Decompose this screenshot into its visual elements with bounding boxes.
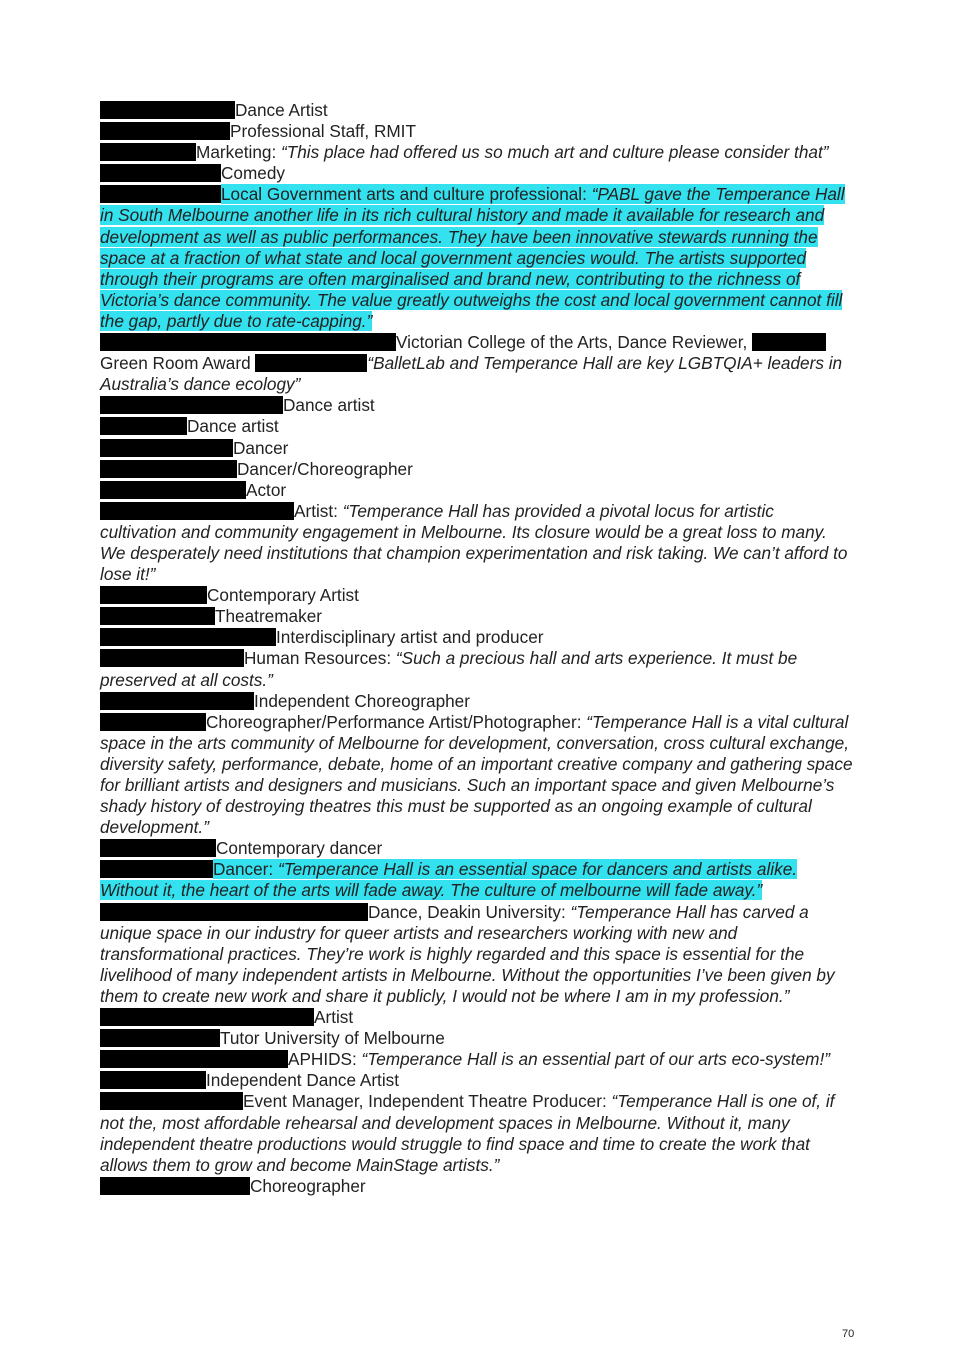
redaction-bar: [100, 460, 237, 478]
submission-entry: [100, 121, 854, 142]
redaction-bar: [100, 628, 276, 646]
entry-role: Independent Choreographer: [254, 690, 470, 711]
entry-text: [283, 395, 375, 415]
entry-text: [233, 438, 288, 458]
redaction-bar: [100, 586, 207, 604]
redaction-bar: [100, 839, 216, 857]
entry-role: Contemporary Artist: [207, 585, 359, 606]
entry-text: [235, 100, 328, 120]
entry-text: [196, 142, 828, 162]
entry-quote: “This place had offered us so much art and culture please consider that”: [281, 142, 829, 163]
redaction-bar: [100, 903, 368, 921]
entry-text: [288, 1049, 830, 1069]
submission-entry: [100, 1091, 854, 1175]
submission-entry: [100, 100, 854, 121]
entry-text: [216, 838, 382, 858]
entry-quote: “Temperance Hall is an essential part of our arts eco-system!”: [361, 1049, 830, 1070]
submission-entry: [100, 480, 854, 501]
submission-entry: [100, 1028, 854, 1049]
entry-role: Artist: [314, 1007, 354, 1028]
entry-role: Comedy: [221, 163, 285, 184]
entry-quote: “PABL gave the Temperance Hall in South Melbourne another life in its rich cultural history and made it available for research and development as well as public performances. They have been innovative stewards running the space at a fraction of what state and local government agencies would. The artists supported through their programs are often marginalised and brand new, contributing to the richness of Victoria’s dance community. The value greatly outweighs the cost and local government cannot fill the gap, partly due to rate-capping.”: [100, 184, 845, 331]
entry-role: Interdisciplinary artist and producer: [276, 627, 544, 648]
redaction-bar: [100, 333, 396, 351]
entry-role-extra: Green Room Award: [100, 353, 256, 374]
page-number: 70: [842, 1328, 855, 1340]
entry-role: Marketing:: [196, 142, 282, 163]
entry-role: Local Government arts and culture professional:: [221, 184, 592, 205]
entry-quote: “Temperance Hall has carved a unique space in our industry for queer artists and researchers working with new and transformational practices. They’re work is highly regarded and this space is essential for the livelihood of many independent artists in Melbourne. Without the opportunities I’ve been given by them to create new work and share it publicly, I would not be where I am in my profession.”: [100, 901, 835, 1006]
submission-entry: [100, 142, 854, 163]
entry-text: [230, 121, 416, 141]
entry-role: Dancer/Choreographer: [237, 458, 413, 479]
entry-role: Theatremaker: [215, 606, 322, 627]
redaction-bar: [100, 713, 206, 731]
submission-entry: [100, 501, 854, 585]
entry-role: Professional Staff, RMIT: [230, 121, 416, 142]
entry-role: Dancer:: [213, 859, 278, 880]
submission-list: [100, 100, 854, 1197]
entry-quote: “Temperance Hall is one of, if not the, most affordable rehearsal and development spaces in Melbourne. Without it, many independent theatre productions would struggle to find space and time to create the work that allows them to grow and become MainStage artists.”: [100, 1091, 835, 1175]
redaction-bar: [100, 143, 196, 161]
entry-role: Dancer: [233, 437, 289, 458]
submission-entry: [100, 838, 854, 859]
entry-text: [237, 459, 413, 479]
entry-text: [206, 1070, 399, 1090]
submission-entry: [100, 1070, 854, 1091]
redaction-bar: [100, 860, 213, 878]
submission-entry: [100, 627, 854, 648]
redaction-bar: [100, 1092, 243, 1110]
submission-entry: [100, 859, 854, 901]
redaction-bar: [100, 502, 294, 520]
entry-text: [220, 1028, 445, 1048]
redaction-bar: [100, 1071, 206, 1089]
redaction-bar: [100, 481, 246, 499]
entry-quote: “Temperance Hall is a vital cultural space in the arts community of Melbourne for development, conversation, cross cultural exchange, diversity safety, performance, debate, home of an important creative company and gathering space for brilliant artists and designers and musicians. Such an important space and given Melbourne’s shady history of destroying theatres this must be supported as an ongoing example of cultural development.”: [100, 711, 853, 838]
entry-role: Victorian College of the Arts, Dance Reviewer,: [396, 332, 753, 353]
entry-role: Dance Artist: [235, 100, 328, 120]
submission-entry: [100, 438, 854, 459]
entry-role: Contemporary dancer: [216, 838, 383, 859]
entry-role: APHIDS:: [288, 1049, 362, 1070]
submission-entry: [100, 184, 854, 332]
submission-entry: [100, 1176, 854, 1197]
entry-quote: “Such a precious hall and arts experience. It must be preserved at all costs.”: [100, 648, 798, 690]
entry-role: Actor: [246, 479, 287, 500]
entry-role: Choreographer: [250, 1175, 366, 1196]
redaction-bar: [752, 333, 826, 351]
redaction-bar: [100, 185, 221, 203]
entry-quote: “Temperance Hall has provided a pivotal locus for artistic cultivation and community engagement in Melbourne. Its closure would be a great loss to many. We desperately need institutions that champion experimentation and risk taking. We can’t afford to lose it!”: [100, 500, 848, 585]
submission-entry: [100, 585, 854, 606]
submission-entry: [100, 459, 854, 480]
submission-entry: [100, 1007, 854, 1028]
redaction-bar: [255, 354, 367, 372]
submission-entry: [100, 395, 854, 416]
entry-text: [250, 1176, 366, 1196]
submission-entry: [100, 1049, 854, 1070]
submission-entry: [100, 712, 854, 839]
entry-role: Dance artist: [187, 416, 279, 437]
entry-role: Independent Dance Artist: [206, 1070, 400, 1091]
entry-text: [100, 184, 845, 331]
entry-text: [246, 480, 286, 500]
submission-entry: [100, 332, 854, 395]
entry-role: Artist:: [294, 500, 343, 521]
entry-role: Tutor University of Melbourne: [220, 1028, 445, 1049]
entry-role: Dance, Deakin University:: [368, 901, 571, 922]
submission-entry: [100, 416, 854, 437]
redaction-bar: [100, 1029, 220, 1047]
submission-entry: [100, 902, 854, 1007]
submission-entry: [100, 648, 854, 690]
entry-text: [207, 585, 359, 605]
entry-text: [314, 1007, 353, 1027]
entry-role: Human Resources:: [244, 648, 396, 669]
entry-text: [187, 416, 279, 436]
redaction-bar: [100, 164, 221, 182]
entry-quote: “BalletLab and Temperance Hall are key LGBTQIA+ leaders in Australia’s dance ecology”: [100, 353, 843, 395]
redaction-bar: [100, 439, 233, 457]
redaction-bar: [100, 1177, 250, 1195]
submission-entry: [100, 163, 854, 184]
redaction-bar: [100, 101, 235, 119]
redaction-bar: [100, 1050, 288, 1068]
entry-role: Dance artist: [283, 395, 375, 416]
redaction-bar: [100, 122, 230, 140]
redaction-bar: [100, 396, 283, 414]
entry-quote: “Temperance Hall is an essential space for dancers and artists alike. Without it, the heart of the arts will fade away. The culture of melbourne will fade away.”: [100, 859, 798, 901]
entry-text: [221, 163, 285, 183]
entry-text: [100, 712, 853, 837]
entry-text: [215, 606, 322, 626]
redaction-bar: [100, 1008, 314, 1026]
redaction-bar: [100, 692, 254, 710]
submission-entry: [100, 606, 854, 627]
redaction-bar: [100, 417, 187, 435]
entry-text: [276, 627, 544, 647]
redaction-bar: [100, 649, 244, 667]
entry-role: Choreographer/Performance Artist/Photographer:: [206, 711, 587, 732]
entry-role: Event Manager, Independent Theatre Producer:: [243, 1091, 612, 1112]
entry-text: [254, 691, 470, 711]
redaction-bar: [100, 607, 215, 625]
submission-entry: [100, 691, 854, 712]
